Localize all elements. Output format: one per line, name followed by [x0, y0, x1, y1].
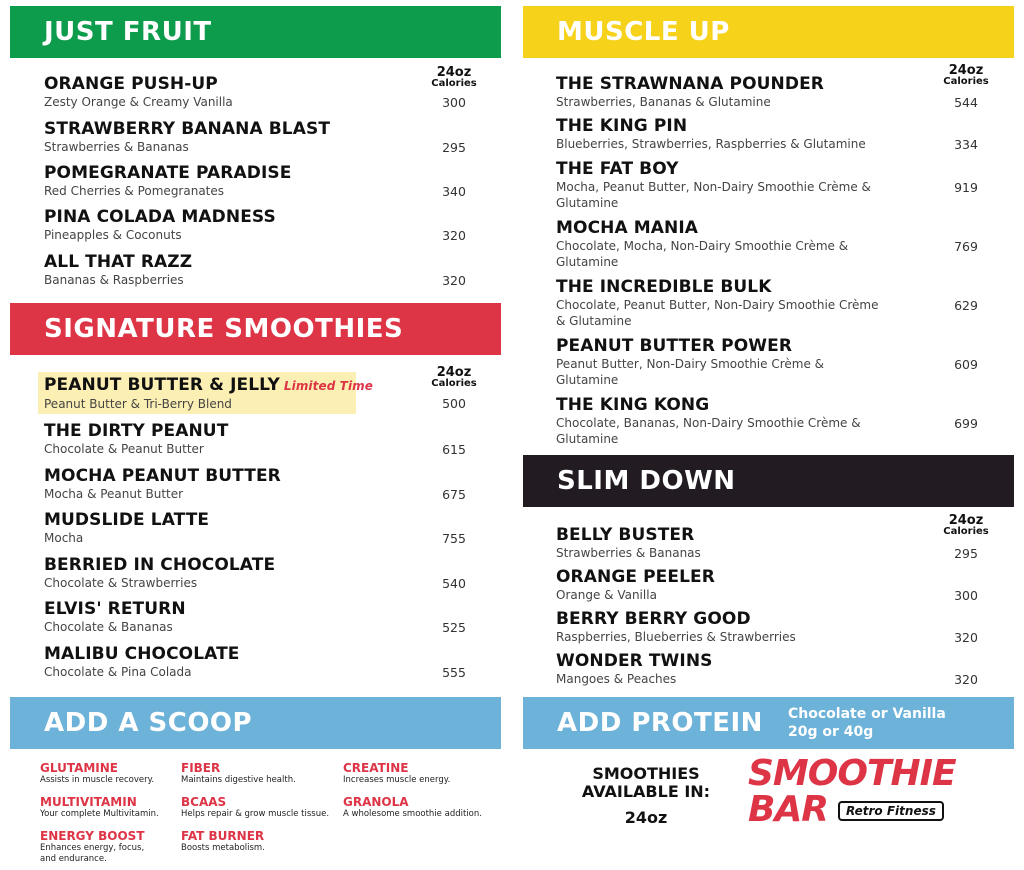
menu-item-calories: 300 [442, 95, 466, 110]
signature-calorie-header [422, 366, 486, 389]
signature-banner [10, 303, 501, 355]
size-label: 24oz [948, 63, 984, 78]
scoop-item-name: FAT BURNER [181, 829, 265, 843]
menu-item-name [44, 555, 404, 575]
calories-label: Calories [431, 378, 477, 389]
menu-item-calories: 320 [954, 630, 978, 645]
menu-item-calories: 334 [954, 137, 978, 152]
menu-item [44, 599, 404, 635]
menu-item-name [556, 159, 886, 179]
muscle-up-title: MUSCLE UP [557, 17, 730, 47]
menu-item-description: Bananas & Raspberries [44, 273, 184, 287]
menu-item [556, 74, 886, 110]
menu-item-description: Peanut Butter & Tri-Berry Blend [44, 397, 232, 411]
menu-item-name-text: PINA COLADA MADNESS [44, 207, 276, 227]
menu-item-description: Raspberries, Blueberries & Strawberries [556, 630, 796, 644]
menu-item-name [556, 525, 886, 545]
scoop-item-description: Maintains digestive health. [181, 775, 296, 785]
menu-item-calories: 500 [442, 396, 466, 411]
size-label: 24oz [436, 65, 472, 80]
menu-item-calories: 300 [954, 588, 978, 603]
menu-item-name [44, 119, 404, 139]
calories-label: Calories [943, 526, 989, 537]
menu-item-name [44, 466, 404, 486]
menu-item-calories: 340 [442, 184, 466, 199]
scoop-item-description: Increases muscle energy. [343, 775, 451, 785]
menu-item-name-text: WONDER TWINS [556, 651, 713, 671]
menu-item-description: Strawberries, Bananas & Glutamine [556, 95, 771, 109]
size-label: 24oz [948, 513, 984, 528]
menu-item [556, 218, 886, 270]
muscle-up-banner [523, 6, 1014, 58]
slim-down-banner [523, 455, 1014, 507]
scoop-item-description: Helps repair & grow muscle tissue. [181, 809, 330, 819]
calories-label: Calories [431, 78, 477, 89]
menu-item-name-text: POMEGRANATE PARADISE [44, 163, 292, 183]
menu-item-description: Strawberries & Bananas [44, 140, 189, 154]
scoop-item [343, 795, 493, 820]
menu-item-name [44, 163, 404, 183]
menu-item [556, 336, 886, 388]
menu-item-description: Chocolate, Mocha, Non-Dairy Smoothie Crème & Glutamine [556, 239, 849, 269]
menu-item-name-text: MALIBU CHOCOLATE [44, 644, 240, 664]
slim-down-calorie-header [934, 514, 998, 537]
menu-item-name [556, 395, 886, 415]
menu-item-name-text: MOCHA PEANUT BUTTER [44, 466, 281, 486]
menu-item-description: Strawberries & Bananas [556, 546, 701, 560]
protein-amounts: 20g or 40g [788, 724, 874, 740]
menu-item [44, 119, 404, 155]
menu-item-name-text: BELLY BUSTER [556, 525, 695, 545]
menu-item [44, 207, 404, 243]
menu-item-name-text: THE DIRTY PEANUT [44, 421, 229, 441]
menu-item-name-text: ALL THAT RAZZ [44, 252, 193, 272]
menu-item-calories: 540 [442, 576, 466, 591]
scoop-item [40, 829, 190, 865]
menu-item-calories: 769 [954, 239, 978, 254]
limited-time-badge: Limited Time [283, 379, 374, 393]
slim-down-title: SLIM DOWN [557, 466, 736, 496]
menu-item-name [44, 207, 404, 227]
menu-item-name [44, 421, 404, 441]
menu-item-description: Chocolate & Strawberries [44, 576, 198, 590]
menu-item-description: Zesty Orange & Creamy Vanilla [44, 95, 233, 109]
logo-bar: BAR [748, 789, 829, 830]
menu-item-name [556, 277, 886, 297]
size-label: 24oz [436, 365, 472, 380]
menu-item-name [556, 567, 886, 587]
menu-item-calories: 295 [442, 140, 466, 155]
menu-item-name [44, 252, 404, 272]
protein-options [788, 705, 946, 741]
menu-item-calories: 525 [442, 620, 466, 635]
menu-item-calories: 320 [442, 228, 466, 243]
add-scoop-banner [10, 697, 501, 749]
scoop-item-description: A wholesome smoothie addition. [343, 809, 482, 819]
menu-item-name-text: PEANUT BUTTER POWER [556, 336, 793, 356]
calories-label: Calories [943, 76, 989, 87]
logo-retro-fitness-badge: Retro Fitness [838, 801, 944, 821]
menu-item [44, 555, 404, 591]
menu-item [556, 609, 886, 645]
scoop-item-description: Assists in muscle recovery. [40, 775, 155, 785]
menu-item-description: Mocha [44, 531, 84, 545]
scoop-item [40, 795, 190, 820]
scoop-item [181, 761, 331, 786]
menu-item [44, 252, 404, 288]
protein-flavors: Chocolate or Vanilla [788, 706, 946, 722]
menu-item-description: Chocolate, Bananas, Non-Dairy Smoothie Crème & Glutamine [556, 416, 861, 446]
scoop-item [343, 761, 493, 786]
menu-item-description: Chocolate & Peanut Butter [44, 442, 204, 456]
menu-item-calories: 919 [954, 180, 978, 195]
menu-item-name-text: MUDSLIDE LATTE [44, 510, 210, 530]
menu-item-name [556, 218, 886, 238]
menu-item [556, 159, 886, 211]
menu-item-name-text: THE INCREDIBLE BULK [556, 277, 772, 297]
menu-item-name-text: MOCHA MANIA [556, 218, 699, 238]
scoop-item-name: MULTIVITAMIN [40, 795, 137, 809]
menu-item-description: Orange & Vanilla [556, 588, 657, 602]
menu-item-name [556, 116, 886, 136]
menu-item-description: Chocolate, Peanut Butter, Non-Dairy Smoothie Crème & Glutamine [556, 298, 879, 328]
menu-item [556, 277, 886, 329]
menu-item-calories: 699 [954, 416, 978, 431]
menu-item-name-text: THE KING PIN [556, 116, 688, 136]
scoop-item [40, 761, 190, 786]
menu-item [44, 510, 404, 546]
muscle-up-calorie-header [934, 64, 998, 87]
menu-item-description: Peanut Butter, Non-Dairy Smoothie Crème & Glutamine [556, 357, 825, 387]
menu-item [556, 116, 886, 152]
menu-item-name [44, 644, 404, 664]
availability-size: 24oz [624, 808, 668, 827]
add-scoop-title: ADD A SCOOP [44, 708, 253, 738]
menu-item-calories: 544 [954, 95, 978, 110]
scoop-item-description: Boosts metabolism. [181, 843, 265, 853]
scoop-item [181, 829, 331, 854]
menu-item-calories: 555 [442, 665, 466, 680]
just-fruit-calorie-header [422, 66, 486, 89]
menu-item-description: Chocolate & Pina Colada [44, 665, 192, 679]
menu-item-name-text: BERRIED IN CHOCOLATE [44, 555, 276, 575]
menu-item-name [44, 375, 404, 396]
menu-item-name [44, 74, 404, 94]
just-fruit-title: JUST FRUIT [44, 17, 212, 47]
menu-item-name [556, 336, 886, 356]
menu-item [44, 421, 404, 457]
menu-item-name-text: THE KING KONG [556, 395, 710, 415]
menu-item-name-text: THE FAT BOY [556, 159, 679, 179]
just-fruit-banner [10, 6, 501, 58]
menu-item-description: Mangoes & Peaches [556, 672, 677, 686]
scoop-item-name: ENERGY BOOST [40, 829, 145, 843]
menu-item [44, 74, 404, 110]
menu-item-description: Chocolate & Bananas [44, 620, 173, 634]
scoop-item [181, 795, 331, 820]
availability-line1: SMOOTHIES [592, 764, 700, 783]
menu-item-description: Mocha, Peanut Butter, Non-Dairy Smoothie Crème & Glutamine [556, 180, 871, 210]
menu-item-name-text: BERRY BERRY GOOD [556, 609, 751, 629]
scoop-item-name: GRANOLA [343, 795, 409, 809]
menu-item-name-text: PEANUT BUTTER & JELLY [44, 375, 280, 395]
menu-item [556, 567, 886, 603]
scoop-item-name: BCAAS [181, 795, 227, 809]
menu-item [44, 163, 404, 199]
menu-item-description: Pineapples & Coconuts [44, 228, 182, 242]
menu-item-name [556, 609, 886, 629]
menu-item-name-text: THE STRAWNANA POUNDER [556, 74, 824, 94]
menu-item [556, 651, 886, 687]
menu-item-description: Blueberries, Strawberries, Raspberries & Glutamine [556, 137, 866, 151]
menu-item-calories: 320 [954, 672, 978, 687]
menu-item-calories: 675 [442, 487, 466, 502]
menu-item-calories: 320 [442, 273, 466, 288]
scoop-item-name: GLUTAMINE [40, 761, 118, 775]
menu-item-calories: 295 [954, 546, 978, 561]
scoop-item-description: Enhances energy, focus, and endurance. [40, 843, 145, 864]
availability-line2: AVAILABLE IN: [581, 782, 711, 801]
signature-title: SIGNATURE SMOOTHIES [44, 314, 404, 344]
logo-smoothie: SMOOTHIE [748, 753, 956, 794]
scoop-item-description: Your complete Multivitamin. [40, 809, 159, 819]
menu-item-description: Mocha & Peanut Butter [44, 487, 184, 501]
menu-item [44, 644, 404, 680]
menu-item-name [44, 599, 404, 619]
menu-item-calories: 629 [954, 298, 978, 313]
menu-item-description: Red Cherries & Pomegranates [44, 184, 225, 198]
availability-block [566, 765, 726, 827]
menu-item-name [44, 510, 404, 530]
menu-item-name-text: ELVIS' RETURN [44, 599, 186, 619]
menu-item-calories: 755 [442, 531, 466, 546]
menu-item [44, 375, 404, 412]
menu-item [44, 466, 404, 502]
add-protein-title: ADD PROTEIN [557, 708, 763, 738]
menu-item-name-text: ORANGE PEELER [556, 567, 715, 587]
menu-item-name-text: STRAWBERRY BANANA BLAST [44, 119, 331, 139]
menu-item [556, 395, 886, 447]
menu-item-calories: 609 [954, 357, 978, 372]
scoop-item-name: CREATINE [343, 761, 409, 775]
menu-item-name-text: ORANGE PUSH-UP [44, 74, 218, 94]
menu-item-name [556, 74, 886, 94]
menu-item-name [556, 651, 886, 671]
scoop-item-name: FIBER [181, 761, 221, 775]
menu-item-calories: 615 [442, 442, 466, 457]
menu-item [556, 525, 886, 561]
